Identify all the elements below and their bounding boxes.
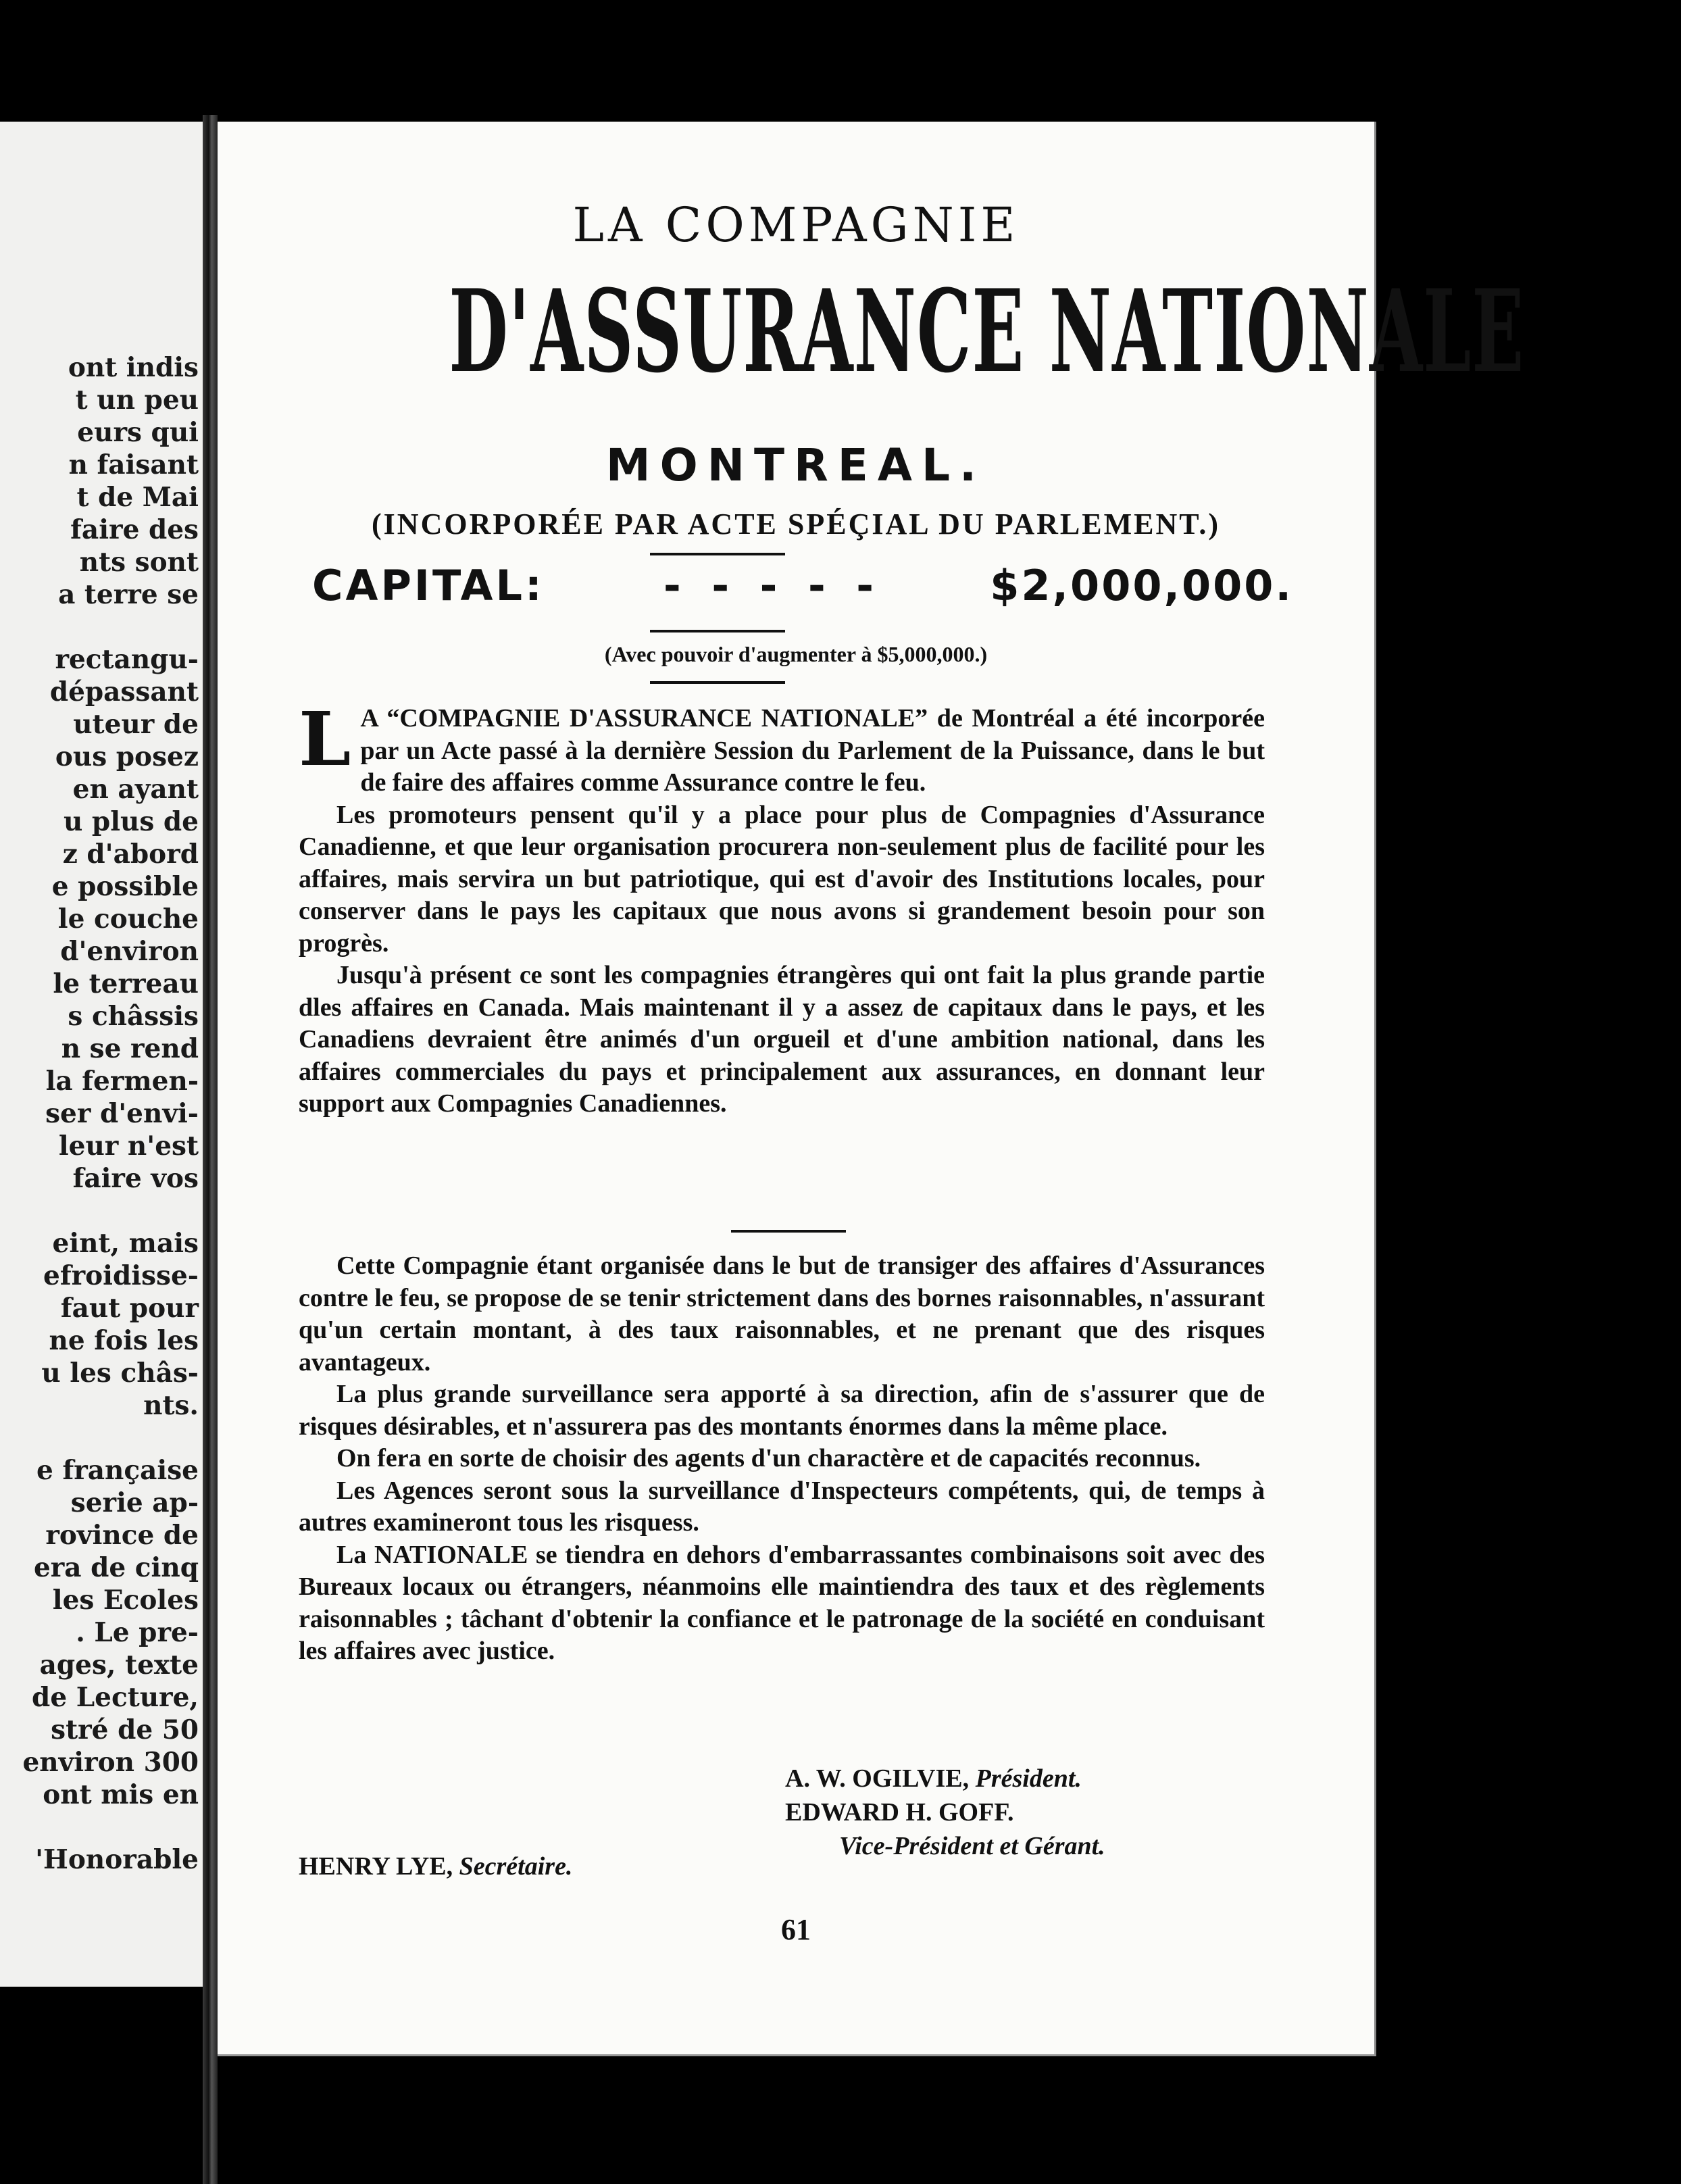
left-page-line: s châssis — [68, 1001, 199, 1032]
left-page-line: faire des — [70, 514, 199, 545]
secretary-signature — [299, 1852, 572, 1881]
vp-title-text: Vice-Président et Gérant. — [839, 1832, 1105, 1860]
book-gutter — [203, 115, 218, 2184]
paragraph — [299, 695, 1265, 799]
left-page-line: rovince de — [45, 1520, 199, 1551]
secretary-name: HENRY LYE, — [299, 1852, 453, 1881]
left-page-line: ont mis en — [43, 1779, 199, 1810]
vp-name: EDWARD H. GOFF. — [785, 1798, 1014, 1827]
left-page-line: stré de 50 — [51, 1714, 199, 1745]
left-page-line: serie ap- — [70, 1487, 199, 1518]
left-page-line: n se rend — [61, 1033, 199, 1064]
paragraph: On fera en sorte de choisir des agents d'un charactère et de capacités reconnus. — [336, 1444, 1201, 1472]
left-page-line: nts sont — [79, 547, 199, 578]
company-title: D'ASSURANCE NATIONALE — [449, 264, 1525, 398]
left-page-line: t un peu — [75, 384, 199, 416]
company-heading: LA COMPAGNIE — [572, 197, 1020, 253]
capital-dashes: - - - - - — [663, 561, 882, 610]
paragraph: Les promoteurs pensent qu'il y a place pour plus de Compagnies d'Assurance Canadienne, et que leur organisation procurera non-seulement plus de facilité pour les affaires, mais servira un but patriotique, qui est d'avoir des Institutions locales, pour conserver dans le pays les capitaux que nous avons si grandement besoin pour son progrès. — [299, 800, 1265, 958]
paragraph-text: A “COMPAGNIE D'ASSURANCE NATIONALE” de Montréal a été incorporée par un Acte passé à la dernière Session du Parlement de la Puissance, dans le but de faire des affaires comme Assurance contre le feu. — [360, 704, 1265, 797]
left-page-line: d'environ — [60, 936, 199, 967]
left-page-line: . Le pre- — [76, 1617, 199, 1648]
main-page — [218, 122, 1525, 2056]
capital-note: (Avec pouvoir d'augmenter à $5,000,000.) — [604, 642, 988, 666]
left-page-line: eurs qui — [77, 417, 199, 448]
president-title: Président. — [975, 1764, 1082, 1793]
paragraph: Cette Compagnie étant organisée dans le but de transiger des affaires d'Assurances contre le feu, se propose de se tenir strictement dans des bornes raisonnables, n'assurant qu'un certain montant, à des taux raisonnables, et ne prenant que des risques avantageux. — [299, 1251, 1265, 1376]
body-text — [299, 695, 1265, 1120]
left-page-line: u plus de — [64, 806, 199, 837]
divider-rule — [650, 630, 785, 632]
left-page-line: ous posez — [55, 741, 199, 772]
page-number: 61 — [781, 1913, 811, 1946]
paragraph: La plus grande surveillance sera apporté à sa direction, afin de s'assurer que de risques désirables, et n'assurera pas des montants énormes dans la même place. — [299, 1380, 1265, 1441]
vp-title — [839, 1831, 1105, 1861]
left-page-line: efroidisse- — [43, 1260, 199, 1291]
left-page-line: le terreau — [53, 968, 199, 999]
paragraph: Jusqu'à présent ce sont les compagnies étrangères qui ont fait la plus grande partie dles affaires en Canada. Mais maintenant il y a assez de capitaux dans le pays, et les Canadiens devraient être animés d'un orgueil et d'une ambition national, dans les affaires commerciales du pays et principalement aux assurances, en donnant leur support aux Compagnies Canadiennes. — [299, 961, 1265, 1118]
body-text-continued — [299, 1250, 1265, 1668]
left-page-line: environ 300 — [22, 1747, 199, 1778]
left-page-line: a terre se — [58, 579, 199, 610]
capital-row — [312, 561, 1293, 622]
left-page-line: nts. — [143, 1390, 199, 1421]
left-page-line: de Lecture, — [32, 1682, 199, 1713]
president-name: A. W. OGILVIE, — [785, 1764, 970, 1793]
left-page-line: eint, mais — [52, 1228, 199, 1259]
president-signature — [785, 1764, 1082, 1793]
divider-rule — [731, 1230, 846, 1233]
left-page-line: dépassant — [49, 676, 199, 708]
left-page-line: rectangu- — [55, 644, 199, 675]
left-page-line: z d'abord — [62, 839, 199, 870]
left-page-line: les Ecoles — [52, 1585, 199, 1616]
left-page-line: leur n'est — [58, 1131, 199, 1162]
city-heading: MONTREAL. — [605, 439, 986, 491]
divider-rule — [650, 681, 785, 684]
left-page-line: n faisant — [68, 449, 199, 480]
paragraph: Les Agences seront sous la surveillance d'Inspecteurs compétents, qui, de temps à autres examineront tous les risquess. — [299, 1476, 1265, 1537]
divider-rule — [650, 553, 785, 555]
left-page-line: era de cinq — [33, 1552, 199, 1583]
incorporation-note: (INCORPORÉE PAR ACTE SPÉÇIAL DU PARLEMENT.) — [372, 507, 1220, 541]
capital-label: CAPITAL: — [312, 561, 545, 610]
left-page-line: u les châs- — [41, 1358, 199, 1389]
left-page-line: la fermen- — [45, 1066, 199, 1097]
left-page-line: en ayant — [72, 774, 199, 805]
left-page-line: le couche — [57, 903, 199, 935]
left-page-line: faut pour — [60, 1293, 199, 1324]
left-page-line: ser d'envi- — [45, 1098, 199, 1129]
left-page-line: faire vos — [72, 1163, 199, 1194]
left-page-line: e française — [36, 1455, 199, 1486]
secretary-title: Secrétaire. — [459, 1852, 573, 1881]
left-page-line: ont indis — [68, 352, 199, 383]
left-page-line: ages, texte — [39, 1649, 199, 1681]
left-page-line: ne fois les — [49, 1325, 199, 1356]
drop-cap: L — [299, 695, 351, 783]
left-facing-page — [0, 122, 203, 1987]
left-page-line: uteur de — [73, 709, 199, 740]
paragraph: La NATIONALE se tiendra en dehors d'embarrassantes combinaisons soit avec des Bureaux locaux ou étrangers, néanmoins elle maintiendra des taux et des règlements raisonnables ; tâchant d'obtenir la confiance et le patronage de la société en conduisant les affaires avec justice. — [299, 1540, 1265, 1665]
left-page-line: 'Honorable — [35, 1844, 199, 1875]
left-page-line: e possible — [51, 871, 199, 902]
capital-amount: $2,000,000. — [990, 561, 1293, 610]
left-page-line: t de Mai — [76, 482, 199, 513]
